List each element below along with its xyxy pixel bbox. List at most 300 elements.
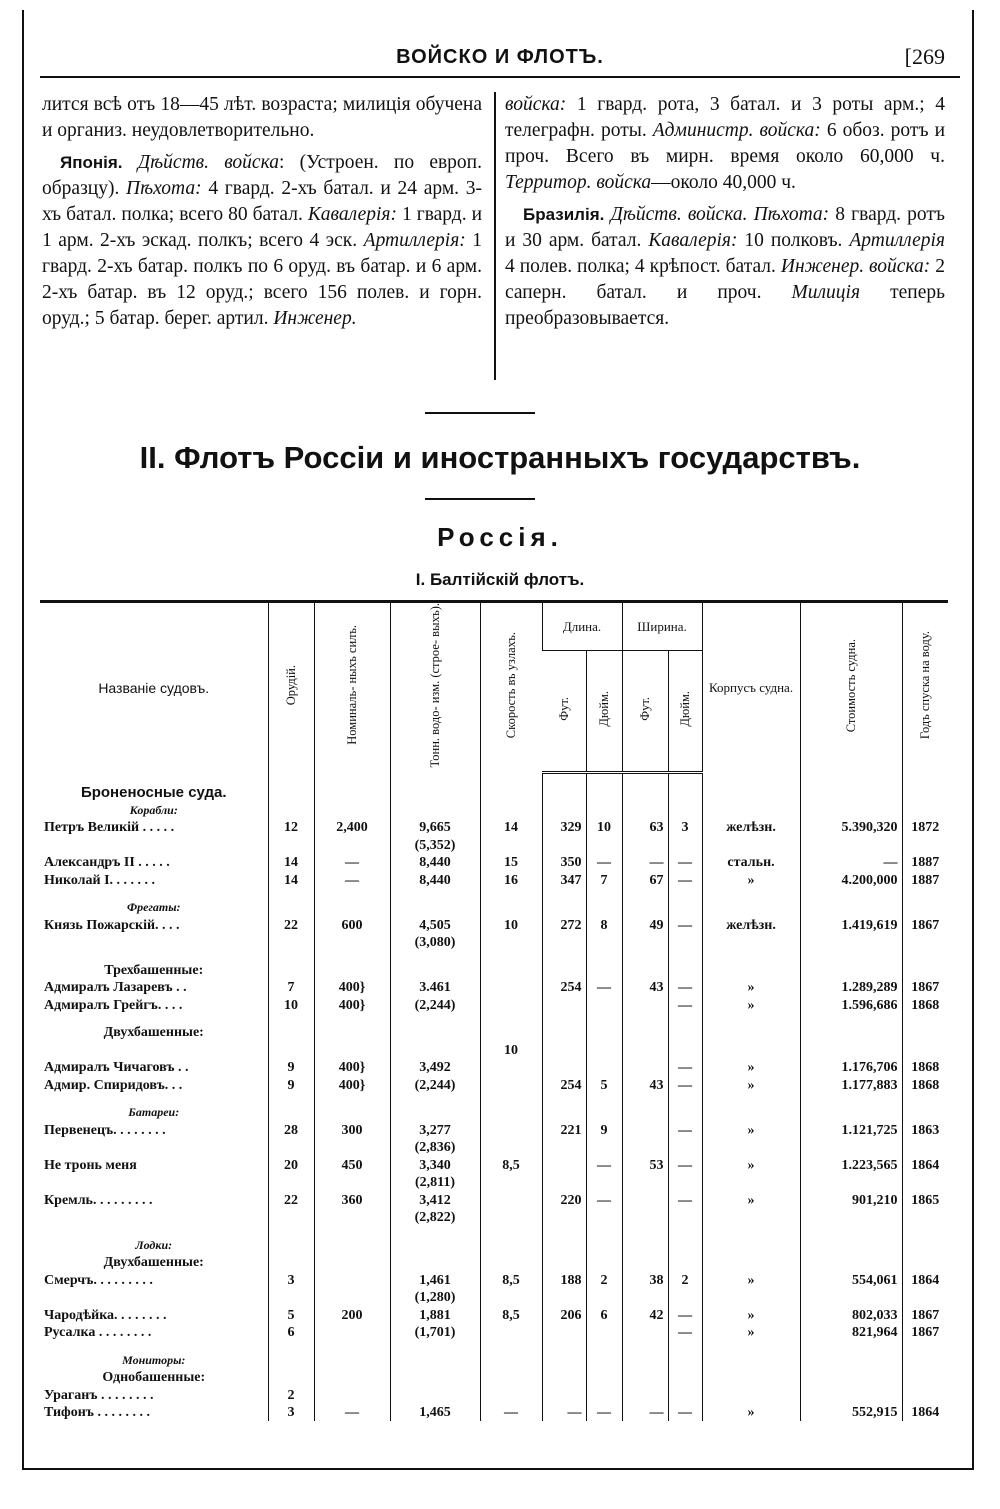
cell-hull: » [702, 1191, 800, 1209]
cell-li: 6 [586, 1306, 622, 1324]
cell-hp [314, 1289, 390, 1307]
text-columns [42, 92, 947, 382]
header-hull: Корпусъ судна. [702, 602, 800, 773]
japan-term: Инженер. [273, 308, 357, 329]
cell-wi: — [668, 1404, 702, 1422]
spacer-cell [902, 1094, 948, 1104]
cell-cost: 5.390,320 [800, 819, 902, 837]
cell-lf: 206 [542, 1306, 586, 1324]
cell-guns [268, 1139, 314, 1157]
cell-wf [622, 1041, 668, 1059]
cell-li [586, 996, 622, 1014]
header-width-ft [622, 651, 668, 773]
cell-ton: 3,412 [390, 1191, 480, 1209]
empty-cell [668, 1254, 702, 1272]
cell-ton [390, 1386, 480, 1404]
cell-spd [480, 979, 542, 997]
cell-wf: 43 [622, 1076, 668, 1094]
empty-cell [800, 1369, 902, 1387]
empty-cell [542, 1351, 586, 1369]
cell-cost: 552,915 [800, 1404, 902, 1422]
cell-lf: — [542, 1404, 586, 1422]
empty-cell [668, 801, 702, 819]
spacer-cell [40, 772, 268, 784]
cell-guns: 5 [268, 1306, 314, 1324]
table-group-row [40, 784, 948, 802]
table-row [40, 934, 948, 952]
table-row [40, 1306, 948, 1324]
header-length-ft-label: Фут. [556, 696, 571, 721]
spacer-cell [40, 1014, 268, 1024]
empty-cell [314, 784, 390, 802]
empty-cell [390, 801, 480, 819]
header-guns [268, 602, 314, 773]
empty-cell [268, 1236, 314, 1254]
header-tonnage-label: Тонн. водо- изм. (строе- выхъ). [428, 603, 442, 768]
cell-ton: (5,352) [390, 836, 480, 854]
cell-cost [800, 1139, 902, 1157]
header-hp-label: Номиналь- ныхъ силъ. [345, 625, 359, 746]
cell-ton: 1,881 [390, 1306, 480, 1324]
ship-name: Адмир. Спиридовъ. . . [44, 1077, 183, 1093]
header-year [902, 602, 948, 773]
spacer-cell [40, 1094, 268, 1104]
table-spacer-row [40, 1226, 948, 1236]
spacer-cell [622, 1341, 668, 1351]
running-head-title: ВОЙСКО И ФЛОТЪ. [396, 46, 604, 68]
spacer-cell [622, 1094, 668, 1104]
cell-lf [542, 1174, 586, 1192]
running-head [0, 42, 1000, 78]
right-column [505, 92, 945, 332]
spacer-cell [800, 1094, 902, 1104]
right-text: 6 обоз. ротъ и проч. Всего въ мирн. время около 60,000 ч. [505, 120, 945, 167]
empty-cell [800, 899, 902, 917]
header-cost-label: Стоимость судна. [844, 638, 859, 732]
cell-wi [668, 934, 702, 952]
cell-wf: — [622, 1404, 668, 1422]
spacer-cell [902, 889, 948, 899]
group-label: Броненосные суда. [80, 784, 227, 802]
spacer-cell [542, 1094, 586, 1104]
spacer-cell [702, 1341, 800, 1351]
empty-cell [800, 1024, 902, 1042]
cell-wf: 43 [622, 979, 668, 997]
spacer-cell [702, 772, 800, 784]
ship-name [40, 1174, 268, 1192]
cell-guns: 9 [268, 1076, 314, 1094]
cell-spd: 8,5 [480, 1306, 542, 1324]
spacer-cell [586, 1226, 622, 1236]
spacer-cell [480, 1341, 542, 1351]
spacer-cell [668, 951, 702, 961]
header-hp [314, 602, 390, 773]
cell-wi: — [668, 1306, 702, 1324]
cell-wi: — [668, 916, 702, 934]
japan-name: Японія. [60, 153, 123, 172]
cell-year: 1872 [902, 819, 948, 837]
column-separator [494, 92, 496, 380]
brazil-term: Кавалерія: [648, 230, 738, 251]
cell-spd [480, 1386, 542, 1404]
cell-li [586, 1174, 622, 1192]
table-group-row [40, 1236, 948, 1254]
spacer-cell [314, 1226, 390, 1236]
ships-table-body [40, 772, 948, 1421]
empty-cell [480, 784, 542, 802]
ship-name: Александръ II . . . . . [44, 855, 170, 871]
table-row [40, 1076, 948, 1094]
cell-hull: желѣзн. [702, 916, 800, 934]
cell-year: 1887 [902, 854, 948, 872]
spacer-cell [268, 889, 314, 899]
cell-spd: 10 [480, 916, 542, 934]
cell-hp: — [314, 871, 390, 889]
empty-cell [902, 1369, 948, 1387]
cell-hp: 450 [314, 1156, 390, 1174]
cell-guns: 22 [268, 1191, 314, 1209]
group-label: Мониторы: [122, 1352, 186, 1367]
header-width-ft-label: Фут. [638, 696, 653, 721]
brazil-text: 2 саперн. батал. и проч. [505, 256, 946, 303]
cell-hp: 300 [314, 1121, 390, 1139]
cell-lf: 220 [542, 1191, 586, 1209]
cell-spd [480, 1191, 542, 1209]
spacer-cell [668, 1341, 702, 1351]
cell-hull [702, 1386, 800, 1404]
cell-year [902, 1139, 948, 1157]
cell-cost: 821,964 [800, 1324, 902, 1342]
table-row [40, 1191, 948, 1209]
spacer-cell [390, 772, 480, 784]
empty-cell [622, 1024, 668, 1042]
empty-cell [702, 801, 800, 819]
cell-hull [702, 1289, 800, 1307]
table-group-row [40, 899, 948, 917]
cell-spd: 8,5 [480, 1271, 542, 1289]
ship-name [40, 1289, 268, 1307]
empty-cell [586, 1104, 622, 1122]
cell-wf [622, 934, 668, 952]
cell-hull: » [702, 1156, 800, 1174]
table-row [40, 996, 948, 1014]
spacer-cell [622, 772, 668, 784]
cell-lf: 254 [542, 979, 586, 997]
table-group-row [40, 1369, 948, 1387]
empty-cell [622, 899, 668, 917]
cell-lf: 350 [542, 854, 586, 872]
cell-cost [800, 836, 902, 854]
empty-cell [390, 899, 480, 917]
empty-cell [314, 1236, 390, 1254]
cell-ton: (1,701) [390, 1324, 480, 1342]
ship-name: Смерчъ. . . . . . . . . [44, 1272, 153, 1288]
cell-li: 5 [586, 1076, 622, 1094]
cell-cost: 1.177,883 [800, 1076, 902, 1094]
cell-year [902, 1209, 948, 1227]
cell-lf [542, 934, 586, 952]
japan-continuation [505, 92, 945, 196]
brazil-paragraph [505, 202, 945, 332]
empty-cell [622, 1236, 668, 1254]
cell-lf: 221 [542, 1121, 586, 1139]
cell-year: 1868 [902, 1059, 948, 1077]
spacer-cell [586, 1341, 622, 1351]
header-rule [40, 76, 960, 78]
spacer-cell [542, 1341, 586, 1351]
empty-cell [902, 1351, 948, 1369]
cell-lf: 329 [542, 819, 586, 837]
spacer-cell [390, 1341, 480, 1351]
empty-cell [702, 1369, 800, 1387]
ship-name: Первенецъ. . . . . . . . [44, 1122, 166, 1138]
cell-hp [314, 934, 390, 952]
cell-wi [668, 1139, 702, 1157]
cell-hull: » [702, 1059, 800, 1077]
ship-name: Адмиралъ Грейгъ. . . . [44, 997, 183, 1013]
cell-wf: 38 [622, 1271, 668, 1289]
group-label: Лодки: [135, 1237, 173, 1252]
table-row [40, 1059, 948, 1077]
japan-text: : (Устроен. по европ. образцу). [42, 152, 482, 199]
table-row [40, 819, 948, 837]
section-rule-top [425, 412, 535, 414]
empty-cell [668, 961, 702, 979]
empty-cell [668, 1351, 702, 1369]
ship-name: Князь Пожарскій. . . . [44, 917, 180, 933]
right-text: 1 гвард. рота, 3 батал. и 3 роты арм.; 4 телеграфн. роты. [505, 94, 945, 141]
empty-cell [586, 801, 622, 819]
header-length-in [586, 651, 622, 773]
empty-cell [542, 1104, 586, 1122]
spacer-cell [314, 951, 390, 961]
cell-ton: (2,244) [390, 1076, 480, 1094]
ship-name [40, 1041, 268, 1059]
empty-cell [268, 1351, 314, 1369]
empty-cell [480, 801, 542, 819]
cell-lf: 254 [542, 1076, 586, 1094]
spacer-cell [542, 951, 586, 961]
cell-ton: 3.461 [390, 979, 480, 997]
cell-li [586, 836, 622, 854]
spacer-cell [542, 772, 586, 784]
cell-cost: 1.596,686 [800, 996, 902, 1014]
ship-name [40, 934, 268, 952]
spacer-cell [702, 1226, 800, 1236]
cell-wi [668, 1041, 702, 1059]
cell-hp [314, 1041, 390, 1059]
cell-lf [542, 1139, 586, 1157]
empty-cell [268, 1369, 314, 1387]
table-row [40, 979, 948, 997]
empty-cell [314, 1351, 390, 1369]
table-spacer-row [40, 951, 948, 961]
cell-guns: 14 [268, 854, 314, 872]
spacer-cell [542, 889, 586, 899]
cell-guns [268, 1209, 314, 1227]
ship-name [40, 1209, 268, 1227]
empty-cell [314, 1024, 390, 1042]
spacer-cell [314, 1341, 390, 1351]
header-cost [800, 602, 902, 773]
table-row [40, 1041, 948, 1059]
cell-spd [480, 836, 542, 854]
cell-year [902, 836, 948, 854]
table-row [40, 1156, 948, 1174]
empty-cell [268, 784, 314, 802]
cell-hull: » [702, 979, 800, 997]
cell-wf [622, 836, 668, 854]
ship-name: Русалка . . . . . . . . [44, 1325, 152, 1341]
empty-cell [542, 1369, 586, 1387]
cell-cost: 901,210 [800, 1191, 902, 1209]
ship-name: Петръ Великій . . . . . [44, 820, 175, 836]
table-group-row [40, 1254, 948, 1272]
brazil-term: Дѣйств. войска. Пѣхота: [610, 204, 830, 225]
ships-table [40, 600, 948, 1421]
cell-year: 1867 [902, 1324, 948, 1342]
cell-wf [622, 1191, 668, 1209]
cell-li [586, 1059, 622, 1077]
japan-text: 1 гвард. и 1 арм. 2-хъ эскад. полкъ; всего 4 эск. [42, 204, 483, 251]
spacer-cell [390, 951, 480, 961]
cell-lf: 347 [542, 871, 586, 889]
cell-year: 1868 [902, 1076, 948, 1094]
cell-ton: (2,822) [390, 1209, 480, 1227]
cell-lf [542, 996, 586, 1014]
empty-cell [800, 1351, 902, 1369]
table-row [40, 1174, 948, 1192]
cell-wi: — [668, 1059, 702, 1077]
cell-year [902, 1289, 948, 1307]
table-group-row [40, 1104, 948, 1122]
empty-cell [390, 1351, 480, 1369]
cell-lf [542, 1209, 586, 1227]
cell-cost: 802,033 [800, 1306, 902, 1324]
empty-cell [800, 1236, 902, 1254]
cell-year: 1868 [902, 996, 948, 1014]
cell-hp: 400} [314, 1076, 390, 1094]
spacer-cell [800, 951, 902, 961]
cell-li [586, 1041, 622, 1059]
spacer-cell [702, 1014, 800, 1024]
cell-wi: 3 [668, 819, 702, 837]
empty-cell [668, 1104, 702, 1122]
cell-wf: — [622, 854, 668, 872]
cell-li: 2 [586, 1271, 622, 1289]
spacer-cell [902, 951, 948, 961]
cell-hull: » [702, 996, 800, 1014]
cell-hull: » [702, 871, 800, 889]
cell-spd [480, 1059, 542, 1077]
empty-cell [542, 961, 586, 979]
spacer-cell [902, 1014, 948, 1024]
cell-hull: » [702, 1271, 800, 1289]
cell-lf [542, 1386, 586, 1404]
table-group-row [40, 1024, 948, 1042]
cell-year: 1863 [902, 1121, 948, 1139]
cell-cost [800, 1289, 902, 1307]
table-spacer-row [40, 1341, 948, 1351]
spacer-cell [542, 1226, 586, 1236]
empty-cell [314, 1369, 390, 1387]
cell-ton: 3,277 [390, 1121, 480, 1139]
cell-ton: 1,465 [390, 1404, 480, 1422]
cell-hull: » [702, 1306, 800, 1324]
cell-wi: — [668, 1076, 702, 1094]
empty-cell [480, 1351, 542, 1369]
spacer-cell [668, 772, 702, 784]
spacer-cell [586, 1094, 622, 1104]
cell-cost: 1.176,706 [800, 1059, 902, 1077]
fleet-title: I. Балтійскій флотъ. [415, 570, 585, 589]
cell-year: 1867 [902, 979, 948, 997]
cell-ton: 8,440 [390, 854, 480, 872]
empty-cell [902, 1104, 948, 1122]
cell-hp: — [314, 1404, 390, 1422]
spacer-cell [480, 1014, 542, 1024]
cell-spd: 10 [480, 1041, 542, 1059]
cell-li: 9 [586, 1121, 622, 1139]
table-group-row [40, 1351, 948, 1369]
empty-cell [268, 899, 314, 917]
spacer-cell [800, 889, 902, 899]
cell-guns: 12 [268, 819, 314, 837]
empty-cell [622, 1254, 668, 1272]
ship-name: Чародѣйка. . . . . . . . [44, 1307, 167, 1323]
spacer-cell [40, 1226, 268, 1236]
cell-hp: 400} [314, 996, 390, 1014]
table-row [40, 1209, 948, 1227]
spacer-cell [390, 1226, 480, 1236]
cell-hp [314, 1139, 390, 1157]
cell-hp: 360 [314, 1191, 390, 1209]
empty-cell [542, 801, 586, 819]
cell-hull: » [702, 1324, 800, 1342]
cell-year: 1867 [902, 1306, 948, 1324]
cell-year: 1864 [902, 1404, 948, 1422]
cell-wf [622, 1121, 668, 1139]
cell-wf [622, 1386, 668, 1404]
cell-lf [542, 836, 586, 854]
empty-cell [586, 1236, 622, 1254]
japan-term: Дѣйств. войска [137, 152, 279, 173]
empty-cell [902, 784, 948, 802]
empty-cell [480, 961, 542, 979]
cell-lf [542, 1156, 586, 1174]
empty-cell [586, 899, 622, 917]
cell-spd [480, 1139, 542, 1157]
cell-ton: 8,440 [390, 871, 480, 889]
empty-cell [702, 1351, 800, 1369]
right-term: войска: [505, 94, 567, 115]
brazil-name: Бразилія. [523, 205, 605, 224]
spacer-cell [622, 889, 668, 899]
japan-term: Пѣхота: [126, 178, 202, 199]
empty-cell [390, 1024, 480, 1042]
spacer-cell [390, 1014, 480, 1024]
cell-hp: 200 [314, 1306, 390, 1324]
cell-li: 10 [586, 819, 622, 837]
cell-wf [622, 1174, 668, 1192]
empty-cell [902, 801, 948, 819]
table-group-row [40, 801, 948, 819]
cell-guns: 6 [268, 1324, 314, 1342]
brazil-text: 8 гвард. ротъ и 30 арм. батал. [505, 204, 946, 251]
cell-wf: 49 [622, 916, 668, 934]
empty-cell [902, 1236, 948, 1254]
cell-wi [668, 1386, 702, 1404]
